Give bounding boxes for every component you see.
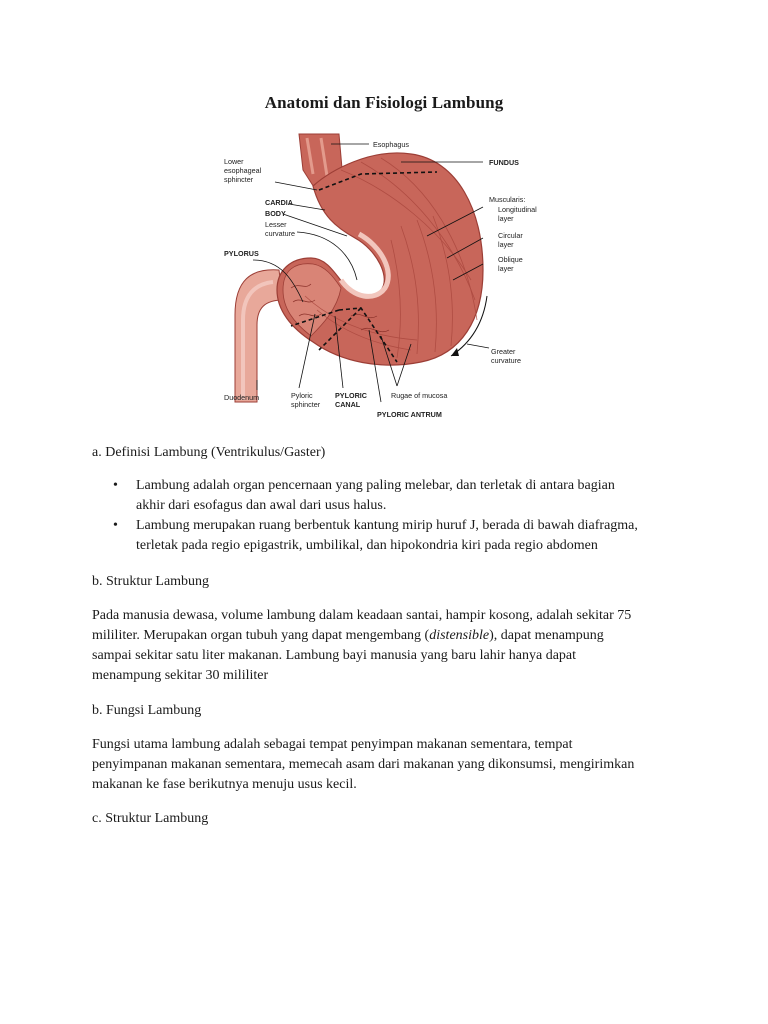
label-pcanal-2: CANAL	[335, 400, 361, 409]
label-obl-2: layer	[498, 264, 514, 273]
bullet-1-line-1: Lambung adalah organ pencernaan yang paling melebar, dan terletak di antara bagian	[136, 478, 615, 493]
label-pylorus: PYLORUS	[224, 249, 259, 258]
bullet-glyph: •	[113, 478, 118, 493]
text-span: ), dapat menampung	[489, 628, 604, 643]
bullet-item	[92, 516, 692, 556]
bullet-2-line-1: Lambung merupakan ruang berbentuk kantung mirip huruf J, berada di bawah diafragma,	[136, 518, 638, 533]
label-fundus: FUNDUS	[489, 158, 519, 167]
label-greater-2: curvature	[491, 356, 521, 365]
label-body: BODY	[265, 209, 286, 218]
bullet-1-line-2: akhir dari esofagus dan awal dari usus halus.	[136, 498, 387, 513]
section-c-heading: c. Struktur Lambung	[92, 811, 209, 826]
label-circ-2: layer	[498, 240, 514, 249]
label-rugae: Rugae of mucosa	[391, 391, 448, 400]
label-duodenum: Duodenum	[224, 393, 260, 402]
section-b-paragraph	[92, 606, 692, 686]
paragraph-line: makanan ke fase berikutnya menuju usus kecil.	[92, 777, 357, 792]
section-b2-heading: b. Fungsi Lambung	[92, 703, 202, 718]
paragraph-line	[92, 626, 692, 646]
label-greater-1: Greater	[491, 347, 516, 356]
label-circ-1: Circular	[498, 231, 523, 240]
label-muscularis: Muscularis:	[489, 195, 526, 204]
label-long-2: layer	[498, 214, 514, 223]
label-lesser-1: Lesser	[265, 220, 287, 229]
section-b2-paragraph	[92, 735, 692, 795]
label-esophagus: Esophagus	[373, 140, 409, 149]
section-a-heading: a. Definisi Lambung (Ventrikulus/Gaster)	[92, 445, 326, 460]
bullet-item	[92, 476, 692, 516]
label-antrum: PYLORIC ANTRUM	[377, 410, 442, 419]
label-psph-1: Pyloric	[291, 391, 313, 400]
stomach-anatomy-figure	[221, 130, 537, 426]
label-pcanal-1: PYLORIC	[335, 391, 367, 400]
paragraph-line: Fungsi utama lambung adalah sebagai tempat penyimpan makanan sementara, tempat	[92, 737, 573, 752]
label-les-2: esophageal	[224, 166, 262, 175]
paragraph-line: penyimpanan makanan sementara, memecah asam dari makanan yang dikonsumsi, mengirimkan	[92, 757, 635, 772]
label-obl-1: Oblique	[498, 255, 523, 264]
section-b-heading: b. Struktur Lambung	[92, 574, 210, 589]
label-cardia: CARDIA	[265, 198, 293, 207]
paragraph-line: menampung sekitar 30 mililiter	[92, 668, 269, 683]
section-a-bullets	[92, 476, 692, 556]
text-span: mililiter. Merupakan organ tubuh yang dapat mengembang (	[92, 628, 430, 643]
bullet-2-line-2: terletak pada regio epigastrik, umbilikal, dan hipokondria kiri pada regio abdomen	[136, 538, 598, 553]
page-title: Anatomi dan Fisiologi Lambung	[264, 93, 504, 112]
label-long-1: Longitudinal	[498, 205, 537, 214]
paragraph-line: sampai sekitar satu liter makanan. Lambung bayi manusia yang baru lahir hanya dapat	[92, 648, 577, 663]
stomach-diagram	[221, 130, 537, 426]
bullet-glyph: •	[113, 518, 118, 533]
label-les-3: sphincter	[224, 175, 254, 184]
label-les-1: Lower	[224, 157, 244, 166]
paragraph-line: Pada manusia dewasa, volume lambung dalam keadaan santai, hampir kosong, adalah sekitar 75	[92, 608, 632, 623]
italic-term: distensible	[429, 628, 490, 643]
label-psph-2: sphincter	[291, 400, 321, 409]
label-lesser-2: curvature	[265, 229, 295, 238]
